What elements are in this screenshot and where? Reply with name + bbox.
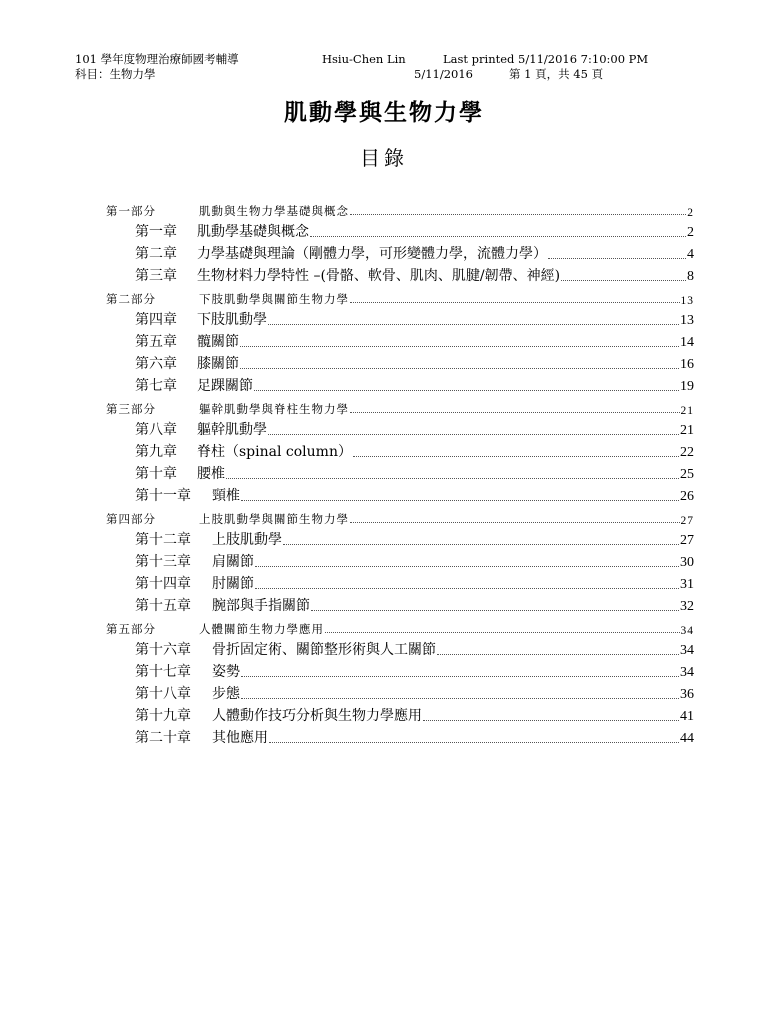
toc-dot-leader [350, 213, 686, 215]
toc-entry-title: 腰椎 [197, 466, 225, 482]
toc-dot-leader [548, 257, 686, 259]
toc-entry-title: 腕部與手指關節 [212, 598, 310, 614]
toc-entry-title: 足踝關節 [197, 378, 253, 394]
toc-entry-number: 第十章 [135, 466, 177, 482]
toc-page-number: 8 [687, 269, 694, 284]
toc-entry-number: 第五章 [135, 334, 177, 350]
toc-entry-number: 第十四章 [135, 576, 191, 592]
toc-entry-title: 軀幹肌動學 [197, 422, 267, 438]
toc-dot-leader [310, 235, 686, 237]
toc-chapter-entry[interactable] [106, 439, 694, 461]
toc-page-number: 19 [680, 379, 694, 394]
toc-entry-title: 頸椎 [212, 488, 240, 504]
toc-entry-title: 肌動學基礎與概念 [197, 224, 309, 240]
toc-page-number: 2 [687, 225, 694, 240]
toc-entry-title: 肌動與生物力學基礎與概念 [199, 204, 349, 218]
toc-entry-number: 第九章 [135, 444, 177, 460]
toc-entry-number: 第六章 [135, 356, 177, 372]
toc-entry-title: 上肢肌動學與關節生物力學 [199, 512, 349, 526]
toc-dot-leader [240, 345, 679, 347]
toc-dot-leader [241, 697, 679, 699]
toc-dot-leader [269, 741, 679, 743]
toc-chapter-entry[interactable] [106, 703, 694, 725]
toc-entry-number: 第一部分 [106, 204, 156, 218]
toc-chapter-entry[interactable] [106, 373, 694, 395]
toc-dot-leader [353, 455, 679, 457]
toc-entry-title: 軀幹肌動學與脊柱生物力學 [199, 402, 349, 416]
toc-entry-title: 人體關節生物力學應用 [199, 622, 324, 636]
toc-chapter-entry[interactable] [106, 417, 694, 439]
toc-dot-leader [226, 477, 679, 479]
toc-entry-number: 第四部分 [106, 512, 156, 526]
toc-entry-title: 肘關節 [212, 576, 254, 592]
toc-chapter-entry[interactable] [106, 637, 694, 659]
toc-chapter-entry[interactable] [106, 351, 694, 373]
toc-entry-number: 第二部分 [106, 292, 156, 306]
toc-page-number: 21 [680, 423, 694, 438]
header-last-printed: Last printed 5/11/2016 7:10:00 PM [443, 52, 649, 66]
header-page-count: 第 1 頁，共 45 頁 [509, 67, 604, 81]
toc-entry-number: 第十一章 [135, 488, 191, 504]
toc-dot-leader [423, 719, 679, 721]
toc-page-number: 13 [680, 295, 694, 307]
toc-entry-number: 第二十章 [135, 730, 191, 746]
toc-page-number: 34 [680, 643, 694, 658]
toc-entry-number: 第十三章 [135, 554, 191, 570]
toc-chapter-entry[interactable] [106, 263, 694, 285]
toc-entry-title: 下肢肌動學與關節生物力學 [199, 292, 349, 306]
header-course: 101 學年度物理治療師國考輔導 [75, 52, 239, 66]
toc-chapter-entry[interactable] [106, 571, 694, 593]
toc-page-number: 4 [687, 247, 694, 262]
toc-dot-leader [241, 499, 679, 501]
toc-dot-leader [283, 543, 679, 545]
toc-chapter-entry[interactable] [106, 527, 694, 549]
toc-entry-number: 第十九章 [135, 708, 191, 724]
toc-chapter-entry[interactable] [106, 329, 694, 351]
toc-page-number: 16 [680, 357, 694, 372]
toc-dot-leader [241, 675, 679, 677]
toc-entry-title: 生物材料力學特性 –(骨骼、軟骨、肌肉、肌腱/韌帶、神經) [197, 268, 561, 284]
toc-part-entry[interactable] [106, 395, 694, 417]
toc-dot-leader [350, 411, 680, 413]
toc-chapter-entry[interactable] [106, 461, 694, 483]
toc-chapter-entry[interactable] [106, 241, 694, 263]
toc-entry-number: 第十五章 [135, 598, 191, 614]
toc-entry-number: 第四章 [135, 312, 177, 328]
toc-part-entry[interactable] [106, 615, 694, 637]
toc-dot-leader [268, 323, 679, 325]
toc-chapter-entry[interactable] [106, 307, 694, 329]
toc-page-number: 32 [680, 599, 694, 614]
toc-dot-leader [311, 609, 679, 611]
toc-entry-number: 第五部分 [106, 622, 156, 636]
toc-page-number: 30 [680, 555, 694, 570]
toc-page-number: 26 [680, 489, 694, 504]
toc-entry-number: 第三部分 [106, 402, 156, 416]
toc-chapter-entry[interactable] [106, 659, 694, 681]
toc-page-number: 14 [680, 335, 694, 350]
toc-dot-leader [325, 631, 680, 633]
toc-chapter-entry[interactable] [106, 725, 694, 747]
toc-entry-title: 骨折固定術、關節整形術與人工關節 [212, 642, 436, 658]
toc-entry-title: 脊柱（spinal column） [197, 444, 352, 460]
toc-dot-leader [350, 301, 680, 303]
toc-dot-leader [561, 279, 686, 281]
toc-entry-number: 第七章 [135, 378, 177, 394]
toc-entry-title: 其他應用 [212, 730, 268, 746]
toc-page-number: 31 [680, 577, 694, 592]
toc-page-number: 34 [680, 625, 694, 637]
toc-entry-title: 髖關節 [197, 334, 239, 350]
toc-page-number: 36 [680, 687, 694, 702]
toc-entry-number: 第一章 [135, 224, 177, 240]
toc-dot-leader [437, 653, 679, 655]
toc-entry-title: 膝關節 [197, 356, 239, 372]
document-title: 肌動學與生物力學 [284, 99, 484, 126]
toc-entry-number: 第八章 [135, 422, 177, 438]
toc-page-number: 21 [680, 405, 694, 417]
toc-entry-number: 第二章 [135, 246, 177, 262]
toc-chapter-entry[interactable] [106, 549, 694, 571]
toc-entry-number: 第十六章 [135, 642, 191, 658]
toc-page-number: 44 [680, 731, 694, 746]
toc-part-entry[interactable] [106, 285, 694, 307]
toc-entry-number: 第十七章 [135, 664, 191, 680]
toc-dot-leader [255, 565, 679, 567]
toc-dot-leader [240, 367, 679, 369]
toc-dot-leader [268, 433, 679, 435]
toc-entry-title: 肩關節 [212, 554, 254, 570]
toc-part-entry[interactable] [106, 197, 694, 219]
toc-entry-number: 第十八章 [135, 686, 191, 702]
toc-entry-title: 人體動作技巧分析與生物力學應用 [212, 708, 422, 724]
toc-entry-title: 步態 [212, 686, 240, 702]
toc-entry-title: 力學基礎與理論（剛體力學，可形變體力學，流體力學） [197, 246, 547, 262]
toc-page-number: 25 [680, 467, 694, 482]
toc-page-number: 41 [680, 709, 694, 724]
toc-dot-leader [255, 587, 679, 589]
toc-page-number: 2 [687, 207, 694, 219]
table-of-contents [106, 197, 694, 747]
toc-part-entry[interactable] [106, 505, 694, 527]
toc-dot-leader [350, 521, 680, 523]
toc-entry-title: 姿勢 [212, 664, 240, 680]
header-subject: 科目：生物力學 [75, 67, 156, 81]
header-date: 5/11/2016 [414, 67, 473, 81]
toc-entry-number: 第十二章 [135, 532, 191, 548]
toc-chapter-entry[interactable] [106, 219, 694, 241]
toc-page-number: 13 [680, 313, 694, 328]
toc-page-number: 34 [680, 665, 694, 680]
toc-entry-title: 下肢肌動學 [197, 312, 267, 328]
toc-page-number: 27 [680, 515, 694, 527]
toc-page-number: 27 [680, 533, 694, 548]
header-author: Hsiu-Chen Lin [322, 52, 406, 66]
toc-chapter-entry[interactable] [106, 483, 694, 505]
toc-chapter-entry[interactable] [106, 681, 694, 703]
toc-entry-title: 上肢肌動學 [212, 532, 282, 548]
toc-chapter-entry[interactable] [106, 593, 694, 615]
toc-entry-number: 第三章 [135, 268, 177, 284]
toc-dot-leader [254, 389, 679, 391]
toc-heading: 目錄 [360, 146, 408, 170]
toc-page-number: 22 [680, 445, 694, 460]
